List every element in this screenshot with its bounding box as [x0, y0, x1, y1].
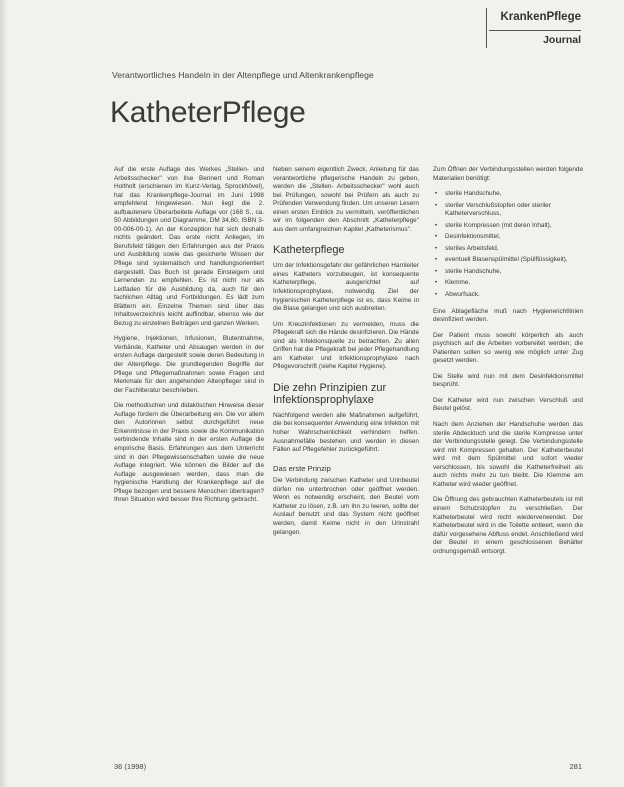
- paragraph: Die Öffnung des gebrauchten Katheterbeutels ist mit einem Schutzstopfen zu verschließen. Der Katheterbeutel wird nicht wiederverwendet. Der Katheterbeutel wird in die Toilette entleert, wenn die dafür vorgesehene Abfluss endet. Anschließend wird der Beutel in einem geschlossenen Behälter ordnungsgemäß entsorgt.: [433, 496, 583, 555]
- list-item: • sterile Kompressen (mit deren Inhalt),: [433, 222, 583, 231]
- article-kicker: Verantwortliches Handeln in der Altenpflege und Altenkrankenpflege: [112, 70, 374, 80]
- header-rule: [489, 30, 581, 31]
- article-title: KatheterPflege: [110, 96, 306, 129]
- paragraph: Die Stelle wird nun mit dem Desinfektionsmittel besprüht.: [433, 372, 583, 389]
- journal-header: [489, 8, 581, 48]
- column-1: [114, 166, 264, 512]
- column-2: [273, 166, 419, 544]
- paragraph: Um der Infektionsgefahr der gefährlichen Harnleiter eines Katheters vorzubeugen, ist konsequente Katheterpflege, ausgerichtet auf Infektionsprophylaxe, notwendig. Ziel der hygienischen Katheterpflege ist es, dass Keime in die Blase gelangen und sich ausbreiten.: [273, 262, 419, 313]
- paragraph: Hygiene, Injektionen, Infusionen, Blutentnahme, Verbände, Katheter und Absaugen werden in der ersten Auflage dargestellt sowie deren Bedeutung in der Altenpflege. Die grundlegenden Begriffe der Pflege und Pflegemaßnahmen sowie Fragen und Merkmale für den angehenden Altenpfleger sind in der Fachliteratur beschrieben.: [114, 335, 264, 394]
- journal-brand: KrankenPflege: [500, 11, 581, 23]
- paragraph: Nachfolgend werden alle Maßnahmen aufgeführt, die bei konsequenter Anwendung eine Infektion mit hoher Wahrscheinlichkeit verhindern helfen. Ausnahmefälle bestehen und werden in diesen Fällen auf Pflegefehler zurückgeführt.: [273, 411, 419, 454]
- list-item: • steriles Arbeitsfeld,: [433, 245, 583, 254]
- page-number: 281: [569, 762, 582, 771]
- list-item: • sterile Handschuhe,: [433, 268, 583, 277]
- page-edge-shadow: [0, 0, 8, 787]
- paragraph: Nach dem Anziehen der Handschuhe werden das sterile Abdecktuch und die sterile Kompresse unter der Verbindungsstelle gelegt. Die Verbindungsstelle wird mit Kompressen gehalten. Der Katheterbeutel wird mit dem Spülmittel und sofort wieder verschlossen, bis sowohl die Katheterfreiheit als auch nichts mehr zu tun bleibt. Die Klemme am Katheter wird wieder geöffnet.: [433, 421, 583, 488]
- list-item: • Desinfektionsmittel,: [433, 233, 583, 242]
- paragraph: Der Katheter wird nun zwischen Verschluß und Beutel gelöst.: [433, 396, 583, 413]
- paragraph: Neben seinem eigentlich Zweck, Anleitung für das verantwortliche pflegerische Handeln zu geben, werden die „Stellen- Arbeitsschecker" wohl auch bei Prüfungen, sowohl bei Prüfern als auch zu Prüfenden Verwendung finden. Um unseren Lesern einen ersten Einblick zu vermitteln, veröffentlichen wir im folgenden den Abschnitt „Katheterpflege" aus dem umfangreichen Kapitel „Katheterismus".: [273, 166, 419, 233]
- issue-number: 36 (1998): [114, 762, 147, 771]
- paragraph: Zum Öffnen der Verbindungsstellen werden folgende Materialien benötigt:: [433, 166, 583, 182]
- list-item: • sterile Handschuhe,: [433, 190, 583, 199]
- list-item: • Klemme,: [433, 279, 583, 288]
- paragraph: Eine Ablagefläche muß nach Hygienerichtlinien desinfiziert werden.: [433, 307, 583, 324]
- paragraph: Der Patient muss sowohl körperlich als auch psychisch auf die Arbeiten vorbereitet werden; die Patienten sollen so wenig wie möglich unter Zug gesetzt werden.: [433, 331, 583, 365]
- section-heading: Katheterpflege: [273, 244, 345, 257]
- subsection-heading: Das erste Prinzip: [273, 463, 331, 473]
- paragraph: Die methodischen und didaktischen Hinweise dieser Auflage fordern die Überarbeitung ein. Die vor allem den Autorinnen selbst durchgeführt neue Erkenntnisse in der Praxis sowie die Kommunikation verbindende Inhalte sind in der ersten Auflage die empirische Basis. Erfahrungen aus dem Unterricht sind in den Pflegewissenschaften sowie die neue Auflage integriert. Wie können die Bilder auf die Auflage ausgewiesen werden, dass man die hygienische Handlung der Krankenpflege auf die Pflege bezogen und bessere Menschen übertragen? Ihren Situation wird besser Ihre Richtung gebracht.: [114, 402, 264, 504]
- list-item: • eventuell Blasenspülmittel (Spülflüssigkeit),: [433, 256, 583, 265]
- list-item: • Abwurfsack.: [433, 291, 583, 300]
- material-list: [433, 190, 583, 299]
- header-divider: [486, 8, 487, 48]
- column-3: [433, 166, 583, 563]
- paragraph: Auf die erste Auflage des Werkes „Stellen- und Arbeitsschecker" von Ilse Bennert und Roman Holtholt (erschienen im Kunz-Verlag, Sprockhövel), hat das Krankenpflege-Journal im Juni 1998 empfehlend hingewiesen. Nun liegt die 2. aufbautenere Überarbeitete Auflage vor (168 S., ca. 50 Abbildungen und Diagramme, DM 34,80, ISBN 3-00-006-00-1). An der Konzeption hat sich deshalb nichts geändert. Das erste nicht Anliegen, im Berufsfeld tätigen den Erfahrungen aus der Praxis und Ausbildung sowie das gesicherte Wissen der Pflege sind systematisch und handlungsorientiert dargestellt. Das Buch ist gerade Einsteigern und Lernenden zu empfehlen. Es ist nicht nur als Leitfaden für die Ausbildung da, auch für den fachlichen Alltag und Fortbildungen. Es lädt zum Blättern ein. Einzelne Themen sind über das Inhaltsverzeichnis leicht auffindbar, ebenso wie der Bezug zu einzelnen Beiträgen und ganzen Werken.: [114, 166, 264, 327]
- paragraph: Die Verbindung zwischen Katheter und Urinbeutel dürfen nie unterbrochen oder geöffnet werden. Wenn es notwendig erscheint, den Beutel vom Katheter zu lösen, z.B. um ihn zu leeren, sollte der Auslauf benutzt und das System nicht geöffnet werden, damit Keime nicht in den Urinstrahl gelangen.: [273, 477, 419, 536]
- journal-section: Journal: [543, 34, 581, 46]
- paragraph: Um Kreuzinfektionen zu vermeiden, muss die Pflegekraft sich die Hände desinfizieren. Die Hände sind als Infektionsquelle zu betrachten. Zu allen Griffen hat die Pflegekraft bei jeder Pflegehandlung am Katheter und Infektionsprophylaxe nach Pflegevorschrift (siehe Kapitel Hygiene).: [273, 320, 420, 371]
- section-heading: Die zehn Prinzipien zur Infektionsprophylaxe: [273, 381, 387, 406]
- list-item: • steriler Verschlußstopfen oder steriler Katheterverschluss,: [433, 202, 583, 219]
